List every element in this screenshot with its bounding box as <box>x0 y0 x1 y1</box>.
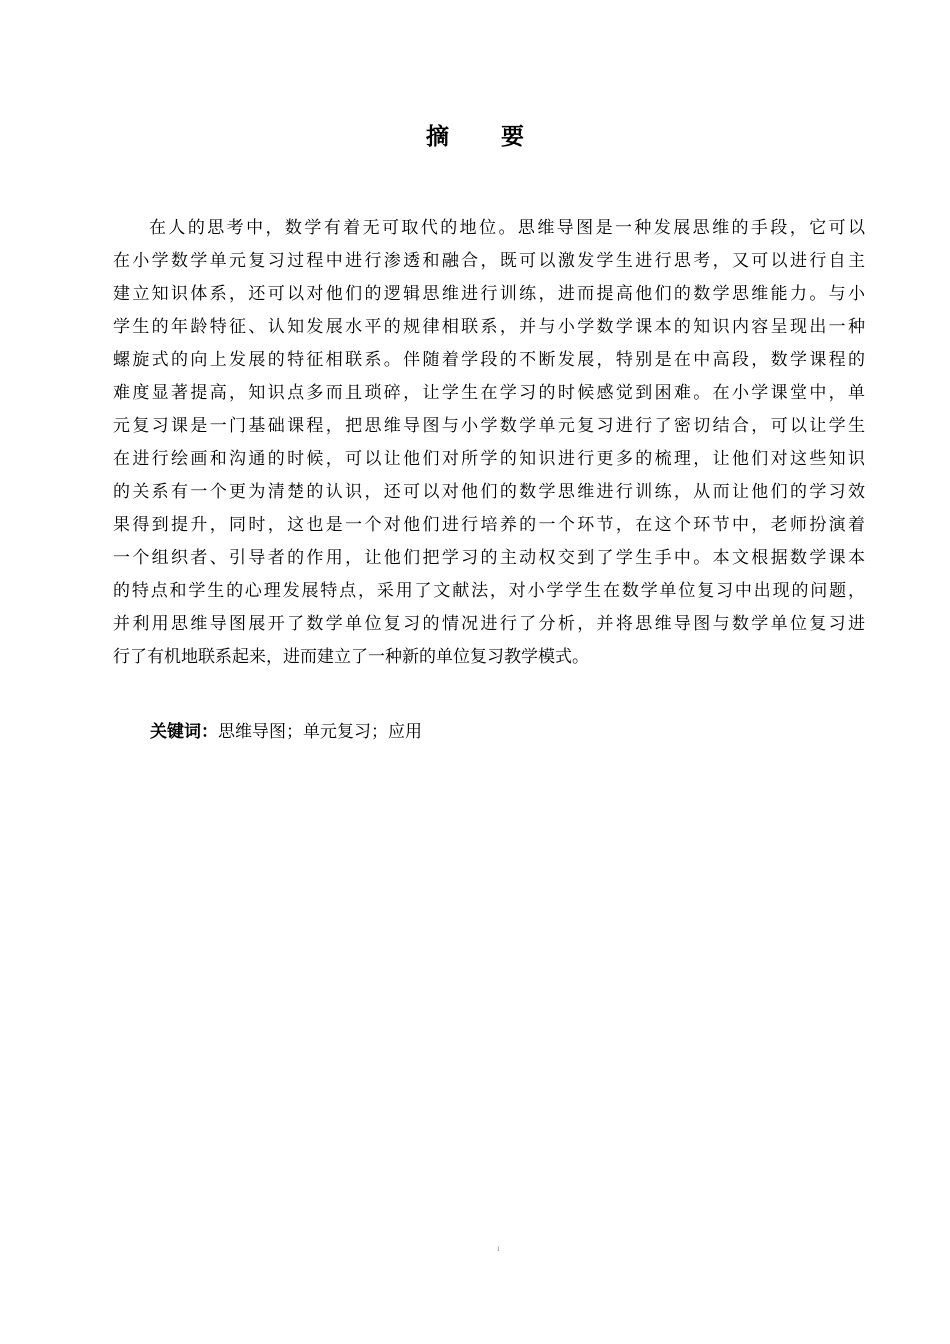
keywords <box>150 716 422 749</box>
abstract-line: 果得到提升，同时，这也是一个对他们进行培养的一个环节，在这个环节中，老师扮演着 <box>113 515 865 535</box>
abstract-line: 在小学数学单元复习过程中进行渗透和融合，既可以激发学生进行思考，又可以进行自主 <box>113 251 865 271</box>
abstract-line: 在进行绘画和沟通的时候，可以让他们对所学的知识进行更多的梳理，让他们对这些知识 <box>113 449 865 469</box>
page-number-mark: ı <box>497 1244 500 1253</box>
keywords-label: 关键词： <box>150 722 218 742</box>
abstract-line: 行了有机地联系起来，进而建立了一种新的单位复习教学模式。 <box>113 647 589 667</box>
abstract-line: 的特点和学生的心理发展特点，采用了文献法，对小学学生在数学单位复习中出现的问题， <box>113 581 865 601</box>
page-title: 摘 要 <box>425 124 546 150</box>
abstract-line: 螺旋式的向上发展的特征相联系。伴随着学段的不断发展，特别是在中高段，数学课程的 <box>113 350 865 370</box>
abstract-line: 的关系有一个更为清楚的认识，还可以对他们的数学思维进行训练，从而让他们的学习效 <box>113 482 865 502</box>
abstract-line: 元复习课是一门基础课程，把思维导图与小学数学单元复习进行了密切结合，可以让学生 <box>113 416 865 436</box>
abstract-line: 难度显著提高，知识点多而且琐碎，让学生在学习的时候感觉到困难。在小学课堂中，单 <box>113 383 865 403</box>
abstract-body <box>113 212 865 674</box>
abstract-line: 一个组织者、引导者的作用，让他们把学习的主动权交到了学生手中。本文根据数学课本 <box>113 548 865 568</box>
abstract-line: 学生的年龄特征、认知发展水平的规律相联系，并与小学数学课本的知识内容呈现出一种 <box>113 317 865 337</box>
abstract-line: 在人的思考中，数学有着无可取代的地位。思维导图是一种发展思维的手段，它可以 <box>149 218 865 238</box>
abstract-line: 建立知识体系，还可以对他们的逻辑思维进行训练，进而提高他们的数学思维能力。与小 <box>113 284 865 304</box>
abstract-line: 并利用思维导图展开了数学单位复习的情况进行了分析，并将思维导图与数学单位复习进 <box>113 614 865 634</box>
keywords-value: 思维导图；单元复习；应用 <box>218 722 422 742</box>
